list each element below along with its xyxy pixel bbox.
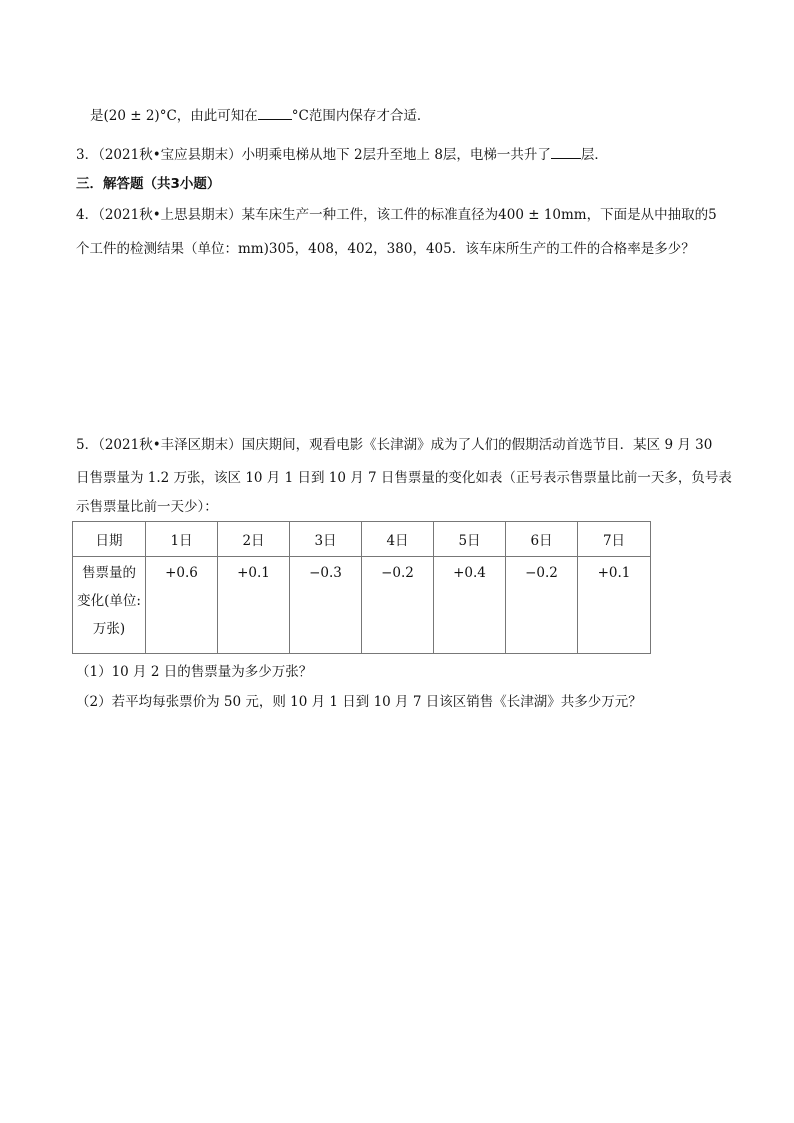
change-value-cell: −0.3 (290, 557, 362, 654)
table-data-row (73, 557, 651, 654)
q2-answer-blank[interactable] (258, 106, 292, 120)
change-value-cell: +0.6 (146, 557, 218, 654)
question-3 (76, 145, 608, 164)
change-row-label-cell (73, 557, 146, 654)
row-label-line: 万张) (92, 621, 126, 637)
question-4-line-1: 4．（2021秋•上思县期末）某车床生产一种工件，该工件的标准直径为400 ± 10mm，下面是从中抽取的5 (76, 207, 717, 223)
row-label-line: 变化(单位: (77, 593, 141, 609)
question-4-line-2: 个工件的检测结果（单位：mm)305，408，402，380，405．该车床所生产的工件的合格率是多少？ (76, 241, 695, 257)
q3-answer-blank[interactable] (551, 145, 581, 159)
change-value-cell: +0.1 (578, 557, 651, 654)
date-header-cell: 日期 (73, 522, 146, 557)
day-header-cell: 2日 (218, 522, 290, 557)
question-5-part-1: （1）10 月 2 日的售票量为多少万张？ (76, 664, 313, 680)
day-header-cell: 4日 (362, 522, 434, 557)
q2-text-before-blank: 是(20 ± 2)°C，由此可知在 (90, 108, 258, 124)
q2-continuation (90, 106, 430, 125)
day-header-cell: 3日 (290, 522, 362, 557)
change-value-cell: +0.1 (218, 557, 290, 654)
change-value-cell: −0.2 (506, 557, 578, 654)
question-5-part-2: （2）若平均每张票价为 50 元，则 10 月 1 日到 10 月 7 日该区销售《长津湖》共多少万元？ (76, 694, 642, 710)
day-header-cell: 5日 (434, 522, 506, 557)
day-header-cell: 6日 (506, 522, 578, 557)
day-header-cell: 1日 (146, 522, 218, 557)
row-label-line: 售票量的 (82, 565, 136, 581)
day-header-cell: 7日 (578, 522, 651, 557)
question-5-line-1: 5．（2021秋•丰泽区期末）国庆期间，观看电影《长津湖》成为了人们的假期活动首选节目．某区 9 月 30 (76, 437, 713, 453)
ticket-change-table (72, 521, 651, 654)
q3-text-before-blank: 3．（2021秋•宝应县期末）小明乘电梯从地下 2层升至地上 8层，电梯一共升了 (76, 147, 551, 163)
question-5-line-3: 示售票量比前一天少）： (76, 499, 218, 515)
q3-text-after-blank: 层． (580, 147, 608, 163)
q2-text-after-blank: °C范围内保存才合适． (291, 108, 431, 124)
section-title: 三．解答题（共3小题） (76, 176, 221, 192)
question-5-line-2: 日售票量为 1.2 万张，该区 10 月 1 日到 10 月 7 日售票量的变化如表（正号表示售票量比前一天多，负号表 (76, 470, 732, 486)
change-value-cell: +0.4 (434, 557, 506, 654)
table-header-row (73, 522, 651, 557)
change-value-cell: −0.2 (362, 557, 434, 654)
